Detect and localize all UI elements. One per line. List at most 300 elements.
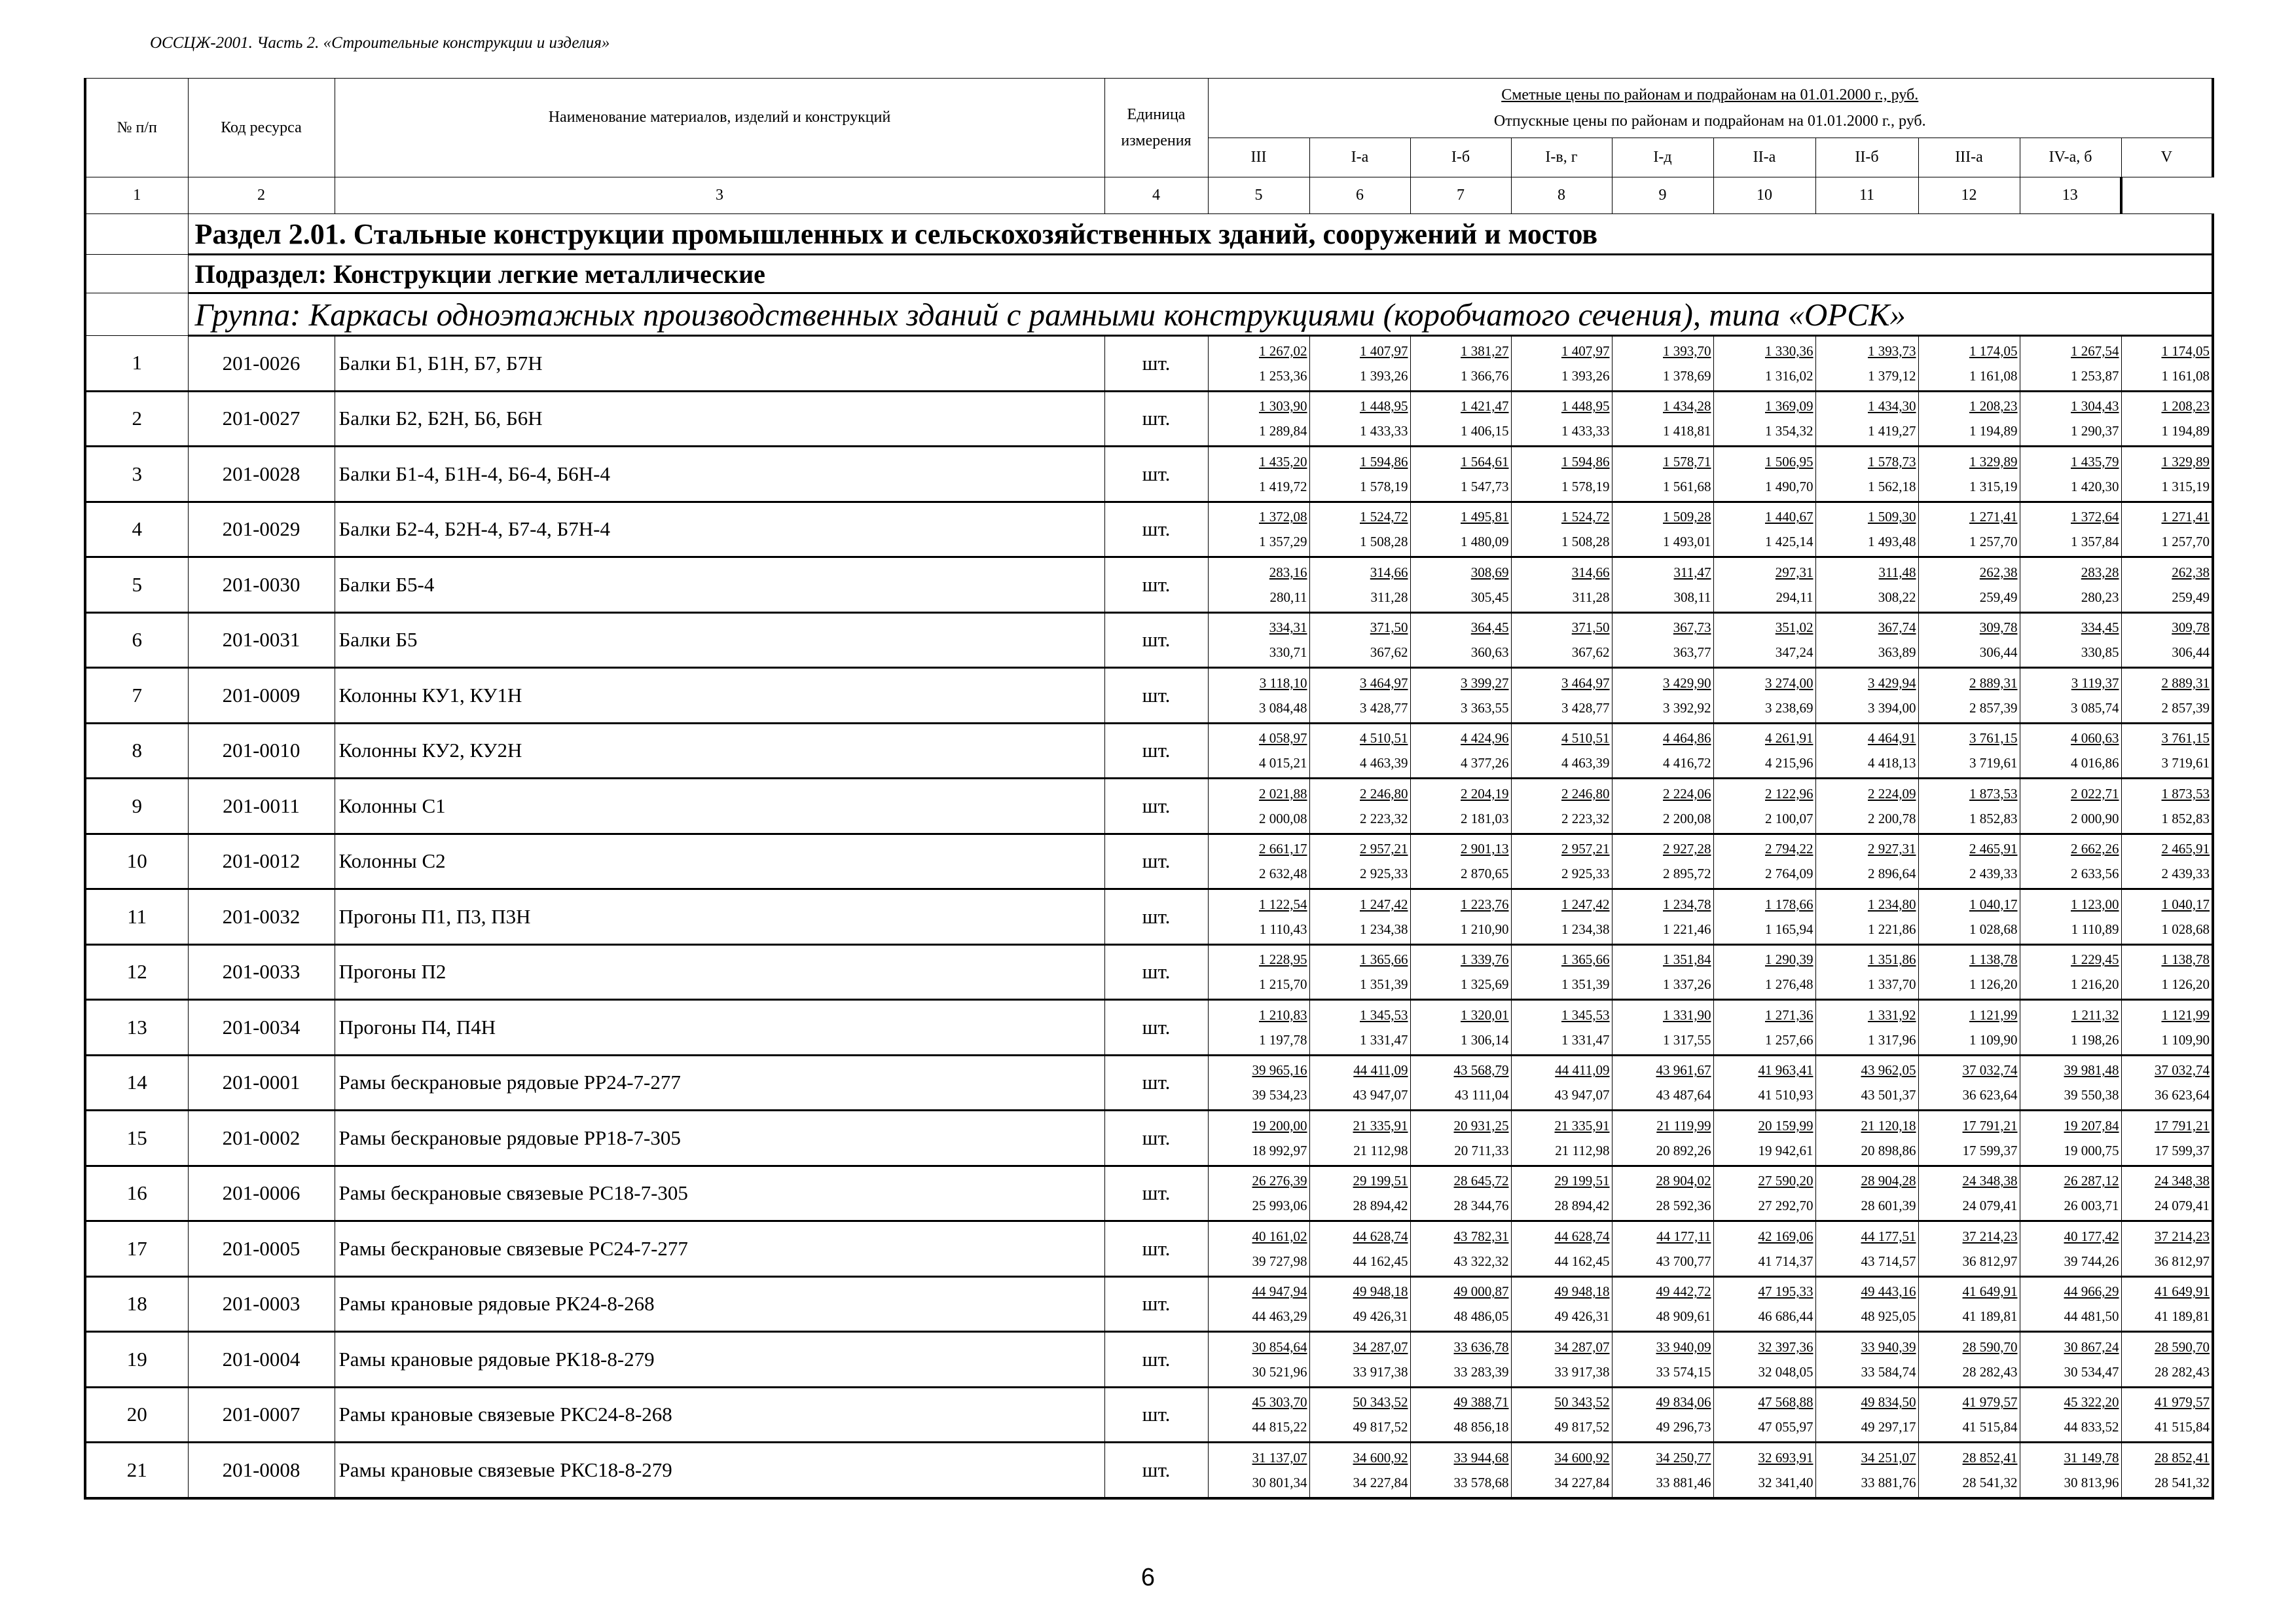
price-cell — [1918, 1221, 2020, 1277]
unit-cell: шт. — [1104, 944, 1208, 1000]
estimated-price: 3 118,10 — [1259, 674, 1307, 691]
column-number: 1 — [85, 177, 188, 214]
price-cell — [1713, 1332, 1815, 1388]
price-cell — [1511, 889, 1612, 945]
price-cell — [1815, 889, 1918, 945]
resource-code: 201-0003 — [188, 1276, 335, 1332]
price-cell — [1815, 1000, 1918, 1056]
estimated-price: 1 121,99 — [2161, 1006, 2210, 1023]
price-cell — [2020, 1443, 2121, 1498]
price-cell — [1208, 612, 1309, 668]
release-price: 33 584,74 — [1861, 1363, 1916, 1380]
price-cell — [1815, 1221, 1918, 1277]
release-price: 3 363,55 — [1461, 699, 1509, 716]
row-index: 21 — [85, 1443, 188, 1498]
price-cell — [1713, 1000, 1815, 1056]
release-price: 4 463,39 — [1360, 755, 1408, 771]
release-price: 48 909,61 — [1656, 1308, 1711, 1325]
price-cell — [2121, 1387, 2213, 1443]
item-name: Колонны С1 — [335, 779, 1104, 834]
estimated-price: 3 399,27 — [1461, 674, 1509, 691]
estimated-price: 1 351,84 — [1663, 951, 1711, 968]
estimated-price: 43 962,05 — [1861, 1062, 1916, 1079]
release-price: 48 486,05 — [1453, 1308, 1509, 1325]
release-price: 330,71 — [1269, 644, 1307, 661]
table-row — [85, 723, 2213, 779]
price-cell — [2121, 391, 2213, 447]
estimated-price: 21 335,91 — [1353, 1117, 1408, 1134]
release-price: 1 337,26 — [1663, 976, 1711, 993]
estimated-price: 50 343,52 — [1554, 1394, 1610, 1411]
estimated-price: 49 443,16 — [1861, 1283, 1916, 1300]
estimated-price: 1 234,78 — [1663, 896, 1711, 912]
estimated-price: 49 834,50 — [1861, 1394, 1916, 1411]
release-price: 48 925,05 — [1861, 1308, 1916, 1325]
release-price: 25 993,06 — [1252, 1198, 1307, 1214]
release-price: 1 198,26 — [2071, 1031, 2119, 1048]
unit-cell: шт. — [1104, 557, 1208, 613]
estimated-price: 1 339,76 — [1461, 951, 1509, 968]
price-cell — [2020, 834, 2121, 889]
price-cell — [1713, 502, 1815, 557]
price-cell — [1815, 1111, 1918, 1166]
price-cell — [1511, 336, 1612, 392]
estimated-price: 1 594,86 — [1561, 453, 1610, 470]
release-price: 34 227,84 — [1353, 1474, 1408, 1490]
price-cell — [1918, 1166, 2020, 1221]
estimated-price: 32 693,91 — [1758, 1449, 1813, 1466]
release-price: 3 428,77 — [1561, 699, 1610, 716]
release-price: 1 379,12 — [1868, 367, 1916, 384]
price-cell — [1208, 1443, 1309, 1498]
price-cell — [1713, 1221, 1815, 1277]
release-price: 259,49 — [2172, 589, 2210, 605]
estimated-price: 20 159,99 — [1758, 1117, 1813, 1134]
column-number: 3 — [335, 177, 1104, 214]
unit-cell: шт. — [1104, 1221, 1208, 1277]
price-cell — [1713, 1166, 1815, 1221]
price-cell — [1713, 336, 1815, 392]
estimated-price: 37 214,23 — [2155, 1228, 2210, 1244]
estimated-price: 47 195,33 — [1758, 1283, 1813, 1300]
estimated-price: 34 251,07 — [1861, 1449, 1916, 1466]
price-cell — [1612, 668, 1713, 724]
unit-cell: шт. — [1104, 889, 1208, 945]
price-cell — [2020, 1221, 2121, 1277]
release-price: 1 315,19 — [1969, 478, 2018, 494]
release-price: 43 501,37 — [1861, 1087, 1916, 1103]
unit-cell: шт. — [1104, 779, 1208, 834]
release-price: 49 426,31 — [1353, 1308, 1408, 1325]
estimated-price: 28 590,70 — [2155, 1338, 2210, 1355]
release-price: 280,11 — [1269, 589, 1307, 605]
release-price: 2 895,72 — [1663, 866, 1711, 882]
col-header-unit: Единица измерения — [1104, 79, 1208, 177]
release-price: 44 815,22 — [1252, 1419, 1307, 1435]
estimated-price: 1 320,01 — [1461, 1006, 1509, 1023]
price-cell — [1309, 1332, 1410, 1388]
price-cell — [1208, 668, 1309, 724]
release-price: 43 322,32 — [1453, 1253, 1509, 1269]
estimated-price: 21 120,18 — [1861, 1117, 1916, 1134]
estimated-price: 1 351,86 — [1868, 951, 1916, 968]
price-cell — [1815, 1276, 1918, 1332]
estimated-price: 1 372,08 — [1259, 509, 1307, 525]
release-price: 1 126,20 — [2161, 976, 2210, 993]
price-cell — [2020, 779, 2121, 834]
release-price: 4 377,26 — [1461, 755, 1509, 771]
release-price: 43 111,04 — [1455, 1087, 1509, 1103]
price-cell — [1208, 1055, 1309, 1111]
release-price: 4 418,13 — [1868, 755, 1916, 771]
release-price: 4 016,86 — [2071, 755, 2119, 771]
release-price: 30 534,47 — [2064, 1363, 2119, 1380]
price-cell — [1612, 723, 1713, 779]
resource-code: 201-0033 — [188, 944, 335, 1000]
unit-cell: шт. — [1104, 723, 1208, 779]
release-price: 33 917,38 — [1554, 1363, 1610, 1380]
estimated-price: 1 329,89 — [1969, 453, 2018, 470]
estimated-price: 1 506,95 — [1765, 453, 1813, 470]
resource-code: 201-0026 — [188, 336, 335, 392]
price-cell — [1612, 447, 1713, 502]
release-price: 1 276,48 — [1765, 976, 1813, 993]
resource-code: 201-0029 — [188, 502, 335, 557]
release-price: 49 426,31 — [1554, 1308, 1610, 1325]
price-cell — [1208, 944, 1309, 1000]
price-cell — [1208, 779, 1309, 834]
price-table — [84, 78, 2214, 1500]
release-price: 2 925,33 — [1561, 866, 1610, 882]
resource-code: 201-0004 — [188, 1332, 335, 1388]
estimated-price: 47 568,88 — [1758, 1394, 1813, 1411]
estimated-price: 49 948,18 — [1554, 1283, 1610, 1300]
estimated-price: 1 421,47 — [1461, 398, 1509, 415]
release-price: 41 515,84 — [1962, 1419, 2018, 1435]
price-cell — [1612, 1166, 1713, 1221]
release-price: 1 351,39 — [1360, 976, 1408, 993]
release-price: 28 541,32 — [2155, 1474, 2210, 1490]
estimated-price: 262,38 — [2172, 564, 2210, 580]
price-cell — [1410, 834, 1511, 889]
price-cell — [2121, 612, 2213, 668]
release-price: 33 881,46 — [1656, 1474, 1711, 1490]
release-price: 43 947,07 — [1353, 1087, 1408, 1103]
release-price: 28 541,32 — [1962, 1474, 2018, 1490]
estimated-price: 1 234,80 — [1868, 896, 1916, 912]
price-cell — [1511, 1166, 1612, 1221]
estimated-price: 44 411,09 — [1353, 1062, 1408, 1079]
price-cell — [2121, 944, 2213, 1000]
price-cell — [1713, 557, 1815, 613]
release-price: 44 463,29 — [1252, 1308, 1307, 1325]
release-price: 1 366,76 — [1461, 367, 1509, 384]
estimated-price: 1 174,05 — [2161, 342, 2210, 359]
price-cell — [1309, 557, 1410, 613]
column-number: 9 — [1612, 177, 1713, 214]
price-cell — [1918, 1111, 2020, 1166]
release-price: 2 633,56 — [2071, 866, 2119, 882]
price-cell — [2121, 1221, 2213, 1277]
price-cell — [2020, 723, 2121, 779]
price-cell — [1612, 889, 1713, 945]
estimated-price: 41 649,91 — [2155, 1283, 2210, 1300]
release-price: 4 416,72 — [1663, 755, 1711, 771]
release-price: 2 223,32 — [1561, 810, 1610, 826]
price-cell — [1309, 1221, 1410, 1277]
estimated-price: 20 931,25 — [1453, 1117, 1509, 1134]
estimated-price: 41 979,57 — [2155, 1394, 2210, 1411]
price-cell — [1410, 889, 1511, 945]
release-price: 1 253,87 — [2071, 367, 2119, 384]
price-cell — [1511, 557, 1612, 613]
release-price: 1 317,55 — [1663, 1031, 1711, 1048]
release-price: 330,85 — [2081, 644, 2119, 661]
estimated-price: 1 440,67 — [1765, 509, 1813, 525]
price-cell — [1918, 557, 2020, 613]
price-cell — [1309, 1443, 1410, 1498]
estimated-price: 34 250,77 — [1656, 1449, 1711, 1466]
resource-code: 201-0002 — [188, 1111, 335, 1166]
estimated-price: 2 122,96 — [1765, 785, 1813, 802]
release-price: 2 181,03 — [1461, 810, 1509, 826]
release-price: 1 289,84 — [1259, 423, 1307, 439]
estimated-price: 40 177,42 — [2064, 1228, 2119, 1244]
release-price: 280,23 — [2081, 589, 2119, 605]
item-name: Колонны КУ1, КУ1Н — [335, 668, 1104, 724]
unit-cell: шт. — [1104, 336, 1208, 392]
estimated-price: 1 331,92 — [1868, 1006, 1916, 1023]
row-index: 6 — [85, 612, 188, 668]
release-price: 3 719,61 — [1969, 755, 2018, 771]
item-name: Прогоны П4, П4Н — [335, 1000, 1104, 1056]
estimated-price: 262,38 — [1979, 564, 2018, 580]
release-price: 30 801,34 — [1252, 1474, 1307, 1490]
release-price: 311,28 — [1370, 589, 1408, 605]
estimated-price: 39 981,48 — [2064, 1062, 2119, 1079]
estimated-price: 26 276,39 — [1252, 1173, 1307, 1189]
release-price: 311,28 — [1572, 589, 1610, 605]
release-price: 3 428,77 — [1360, 699, 1408, 716]
release-price: 1 419,27 — [1868, 423, 1916, 439]
price-cell — [2020, 1055, 2121, 1111]
release-price: 1 578,19 — [1360, 478, 1408, 494]
table-row — [85, 336, 2213, 392]
table-row — [85, 1221, 2213, 1277]
price-cell — [1612, 1221, 1713, 1277]
estimated-price: 2 246,80 — [1561, 785, 1610, 802]
release-price: 2 870,65 — [1461, 866, 1509, 882]
price-cell — [1918, 391, 2020, 447]
estimated-price: 29 199,51 — [1353, 1173, 1408, 1189]
price-cell — [1815, 612, 1918, 668]
price-cell — [1511, 1221, 1612, 1277]
table-row — [85, 1166, 2213, 1221]
item-name: Прогоны П2 — [335, 944, 1104, 1000]
estimated-price: 283,16 — [1269, 564, 1307, 580]
price-cell — [1511, 447, 1612, 502]
price-cell — [1612, 336, 1713, 392]
release-price: 4 015,21 — [1259, 755, 1307, 771]
estimated-price: 3 274,00 — [1765, 674, 1813, 691]
item-name: Рамы бескрановые связевые РС18-7-305 — [335, 1166, 1104, 1221]
price-cell — [1713, 668, 1815, 724]
row-index: 11 — [85, 889, 188, 945]
row-index: 4 — [85, 502, 188, 557]
release-price: 33 578,68 — [1453, 1474, 1509, 1490]
row-index: 20 — [85, 1387, 188, 1443]
estimated-price: 367,73 — [1673, 619, 1711, 636]
price-cell — [1815, 723, 1918, 779]
release-price: 363,89 — [1878, 644, 1916, 661]
price-cell — [1309, 723, 1410, 779]
col-header-name: Наименование материалов, изделий и конструкций — [335, 79, 1104, 177]
price-cell — [1410, 1221, 1511, 1277]
unit-cell: шт. — [1104, 1111, 1208, 1166]
price-cell — [2020, 502, 2121, 557]
unit-cell: шт. — [1104, 1055, 1208, 1111]
release-price: 28 592,36 — [1656, 1198, 1711, 1214]
price-cell — [1410, 1166, 1511, 1221]
release-price: 2 857,39 — [1969, 699, 2018, 716]
release-price: 1 325,69 — [1461, 976, 1509, 993]
price-cell — [2020, 336, 2121, 392]
release-price: 1 493,01 — [1663, 534, 1711, 550]
estimated-price: 49 834,06 — [1656, 1394, 1711, 1411]
price-cell — [1410, 391, 1511, 447]
price-cell — [1309, 391, 1410, 447]
release-price: 259,49 — [1979, 589, 2018, 605]
release-price: 33 917,38 — [1353, 1363, 1408, 1380]
price-cell — [1511, 668, 1612, 724]
price-cell — [2121, 1332, 2213, 1388]
release-price: 1 110,89 — [2071, 921, 2119, 937]
release-price: 1 257,70 — [2161, 534, 2210, 550]
estimated-price: 3 119,37 — [2071, 674, 2119, 691]
release-price: 1 028,68 — [1969, 921, 2018, 937]
price-cell — [1815, 1443, 1918, 1498]
release-price: 49 817,52 — [1554, 1419, 1610, 1435]
price-cell — [1612, 1055, 1713, 1111]
release-price: 41 189,81 — [1962, 1308, 2018, 1325]
price-cell — [1208, 391, 1309, 447]
price-cell — [1208, 1221, 1309, 1277]
estimated-price: 50 343,52 — [1353, 1394, 1408, 1411]
price-cell — [2020, 612, 2121, 668]
release-price: 1 393,26 — [1561, 367, 1610, 384]
estimated-price: 1 223,76 — [1461, 896, 1509, 912]
release-price: 1 210,90 — [1461, 921, 1509, 937]
price-cell — [2020, 1000, 2121, 1056]
estimated-price: 1 434,30 — [1868, 398, 1916, 415]
price-cell — [1511, 779, 1612, 834]
release-price: 347,24 — [1775, 644, 1813, 661]
price-cell — [1511, 1000, 1612, 1056]
release-price: 1 109,90 — [2161, 1031, 2210, 1048]
price-cell — [1918, 502, 2020, 557]
estimated-price: 1 873,53 — [1969, 785, 2018, 802]
release-price: 1 215,70 — [1259, 976, 1307, 993]
price-cell — [1511, 612, 1612, 668]
price-cell — [1511, 502, 1612, 557]
price-cell — [1815, 1166, 1918, 1221]
price-cell — [1918, 336, 2020, 392]
estimated-price: 34 287,07 — [1554, 1338, 1610, 1355]
release-price: 1 490,70 — [1765, 478, 1813, 494]
estimated-price: 3 429,90 — [1663, 674, 1711, 691]
price-cell — [1208, 1000, 1309, 1056]
release-price: 46 686,44 — [1758, 1308, 1813, 1325]
price-cell — [1815, 391, 1918, 447]
estimated-price: 314,66 — [1571, 564, 1610, 580]
price-cell — [1410, 502, 1511, 557]
release-price: 1 420,30 — [2071, 478, 2119, 494]
price-cell — [1815, 944, 1918, 1000]
price-cell — [2121, 834, 2213, 889]
page-number: 6 — [1140, 1564, 1156, 1591]
estimated-price: 311,47 — [1673, 564, 1711, 580]
estimated-price: 17 791,21 — [2155, 1117, 2210, 1134]
release-price: 1 165,94 — [1765, 921, 1813, 937]
resource-code: 201-0032 — [188, 889, 335, 945]
estimated-price: 1 448,95 — [1561, 398, 1610, 415]
price-cell — [1918, 1000, 2020, 1056]
region-header: II-а — [1713, 138, 1815, 177]
estimated-price: 2 957,21 — [1360, 841, 1408, 857]
column-number: 2 — [188, 177, 335, 214]
price-cell — [1511, 391, 1612, 447]
release-price: 3 392,92 — [1663, 699, 1711, 716]
item-name: Колонны КУ2, КУ2Н — [335, 723, 1104, 779]
estimated-price: 371,50 — [1370, 619, 1408, 636]
price-cell — [2020, 889, 2121, 945]
estimated-price: 309,78 — [1979, 619, 2018, 636]
release-price: 34 227,84 — [1554, 1474, 1610, 1490]
estimated-price: 1 524,72 — [1561, 509, 1610, 525]
release-price: 1 433,33 — [1360, 423, 1408, 439]
estimated-price: 1 345,53 — [1561, 1006, 1610, 1023]
estimated-price: 2 957,21 — [1561, 841, 1610, 857]
release-price: 1 425,14 — [1765, 534, 1813, 550]
column-number: 10 — [1713, 177, 1815, 214]
release-price: 33 881,76 — [1861, 1474, 1916, 1490]
estimated-price: 21 119,99 — [1656, 1117, 1711, 1134]
price-cell — [2020, 1111, 2121, 1166]
price-cell — [1511, 1055, 1612, 1111]
price-cell — [1410, 779, 1511, 834]
release-price: 43 487,64 — [1656, 1087, 1711, 1103]
estimated-price: 4 464,91 — [1868, 730, 1916, 747]
price-cell — [1918, 889, 2020, 945]
price-cell — [1713, 1111, 1815, 1166]
release-price: 17 599,37 — [2155, 1142, 2210, 1158]
price-cell — [1713, 1055, 1815, 1111]
estimated-price: 1 509,30 — [1868, 509, 1916, 525]
estimated-price: 44 947,94 — [1252, 1283, 1307, 1300]
estimated-price: 19 200,00 — [1252, 1117, 1307, 1134]
estimated-price: 42 169,06 — [1758, 1228, 1813, 1244]
column-number: 11 — [1815, 177, 1918, 214]
price-cell — [2020, 1332, 2121, 1388]
estimated-price: 43 568,79 — [1453, 1062, 1509, 1079]
estimated-price: 27 590,20 — [1758, 1173, 1813, 1189]
estimated-price: 1 208,23 — [2161, 398, 2210, 415]
estimated-price: 19 207,84 — [2064, 1117, 2119, 1134]
table-row — [85, 1055, 2213, 1111]
release-price: 28 894,42 — [1554, 1198, 1610, 1214]
estimated-price: 17 791,21 — [1962, 1117, 2018, 1134]
resource-code: 201-0001 — [188, 1055, 335, 1111]
